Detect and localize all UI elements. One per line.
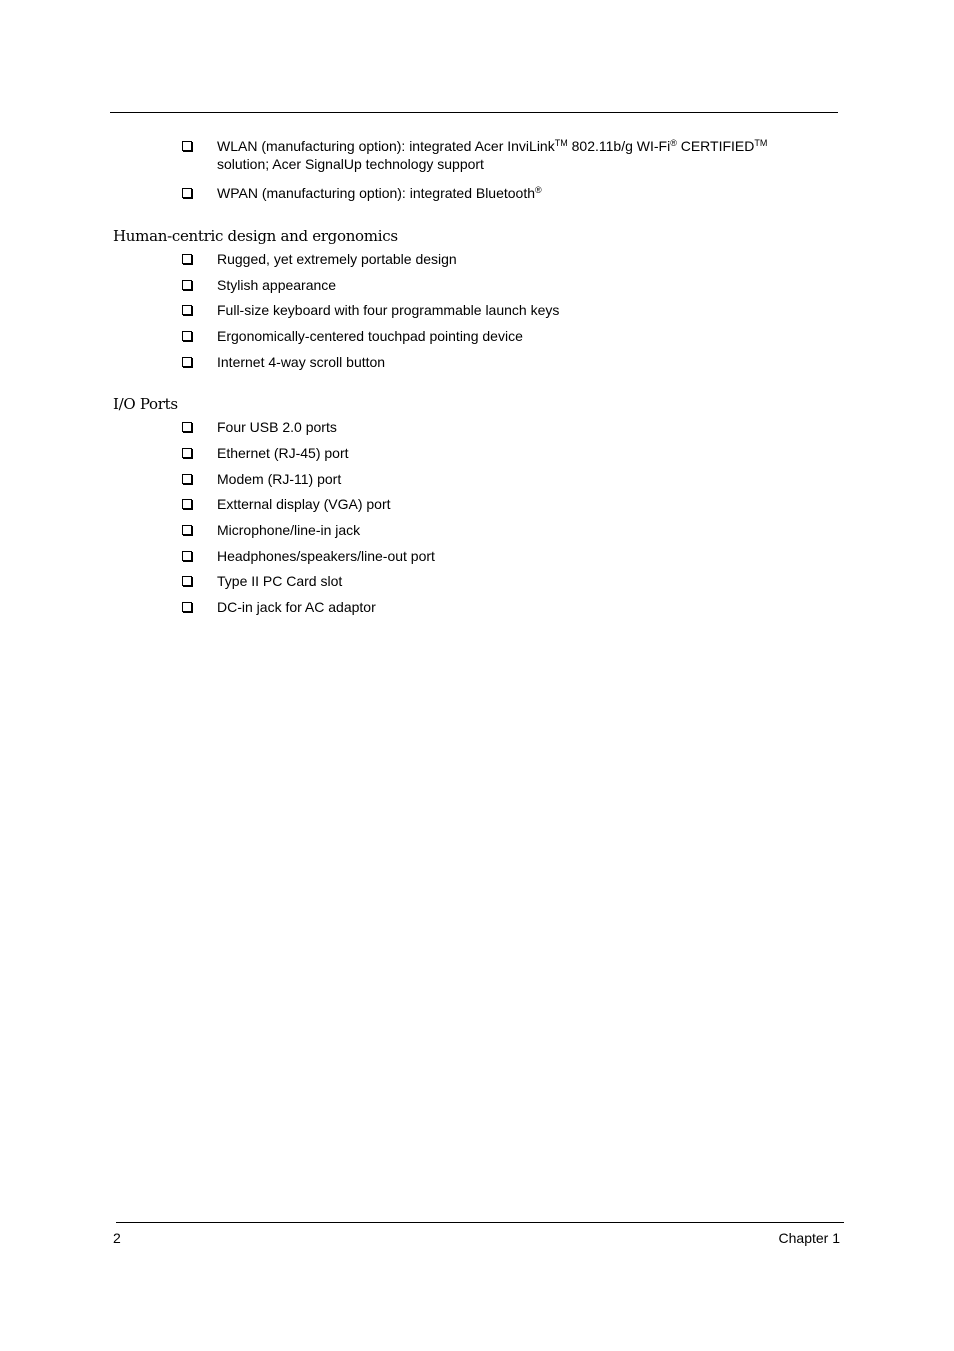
list-item-text: Extternal display (VGA) port <box>217 496 391 512</box>
list-item-text: Microphone/line-in jack <box>217 522 361 538</box>
section-heading-io-ports: I/O Ports <box>113 395 178 413</box>
checkbox-bullet-icon <box>182 499 192 509</box>
list-item <box>182 276 822 294</box>
checkbox-bullet-icon <box>182 254 192 264</box>
list-item <box>182 250 822 268</box>
checkbox-bullet-icon <box>182 188 192 198</box>
list-item-text: Stylish appearance <box>217 277 337 293</box>
list-item-text: Ethernet (RJ-45) port <box>217 445 349 461</box>
checkbox-bullet-icon <box>182 305 192 315</box>
list-item <box>182 495 822 513</box>
checkbox-bullet-icon <box>182 602 192 612</box>
list-item <box>182 444 822 462</box>
list-item-text: Modem (RJ-11) port <box>217 471 342 487</box>
list-item <box>182 547 822 565</box>
list-item-text: DC-in jack for AC adaptor <box>217 599 376 615</box>
list-item-text: Headphones/speakers/line-out port <box>217 548 435 564</box>
list-item-text: Type II PC Card slot <box>217 573 343 589</box>
list-item-text: Ergonomically-centered touchpad pointing device <box>217 328 523 344</box>
page-number: 2 <box>113 1230 121 1246</box>
list-item-text: Rugged, yet extremely portable design <box>217 251 457 267</box>
list-item <box>182 418 822 436</box>
header-rule <box>110 112 838 113</box>
list-item-text: Internet 4-way scroll button <box>217 354 386 370</box>
checkbox-bullet-icon <box>182 525 192 535</box>
list-item-text: WPAN (manufacturing option): integrated Bluetooth® <box>217 185 542 201</box>
list-item-wlan <box>182 137 822 173</box>
checkbox-bullet-icon <box>182 576 192 586</box>
list-item <box>182 301 822 319</box>
list-item-text: Full-size keyboard with four programmable launch keys <box>217 302 560 318</box>
checkbox-bullet-icon <box>182 280 192 290</box>
list-item <box>182 521 822 539</box>
checkbox-bullet-icon <box>182 474 192 484</box>
checkbox-bullet-icon <box>182 551 192 561</box>
list-item-text: WLAN (manufacturing option): integrated Acer InviLink™ 802.11b/g WI-Fi® CERTIFIED™ solution; Acer SignalUp technology support <box>217 138 768 172</box>
list-item <box>182 572 822 590</box>
checkbox-bullet-icon <box>182 422 192 432</box>
list-item <box>182 470 822 488</box>
list-item <box>182 598 822 616</box>
section-heading-ergonomics: Human-centric design and ergonomics <box>113 227 398 245</box>
checkbox-bullet-icon <box>182 141 192 151</box>
checkbox-bullet-icon <box>182 331 192 341</box>
footer-rule <box>116 1222 844 1223</box>
checkbox-bullet-icon <box>182 357 192 367</box>
list-item <box>182 327 822 345</box>
checkbox-bullet-icon <box>182 448 192 458</box>
list-item-wpan <box>182 184 822 202</box>
list-item-text: Four USB 2.0 ports <box>217 419 337 435</box>
chapter-label: Chapter 1 <box>778 1230 840 1246</box>
list-item <box>182 353 822 371</box>
